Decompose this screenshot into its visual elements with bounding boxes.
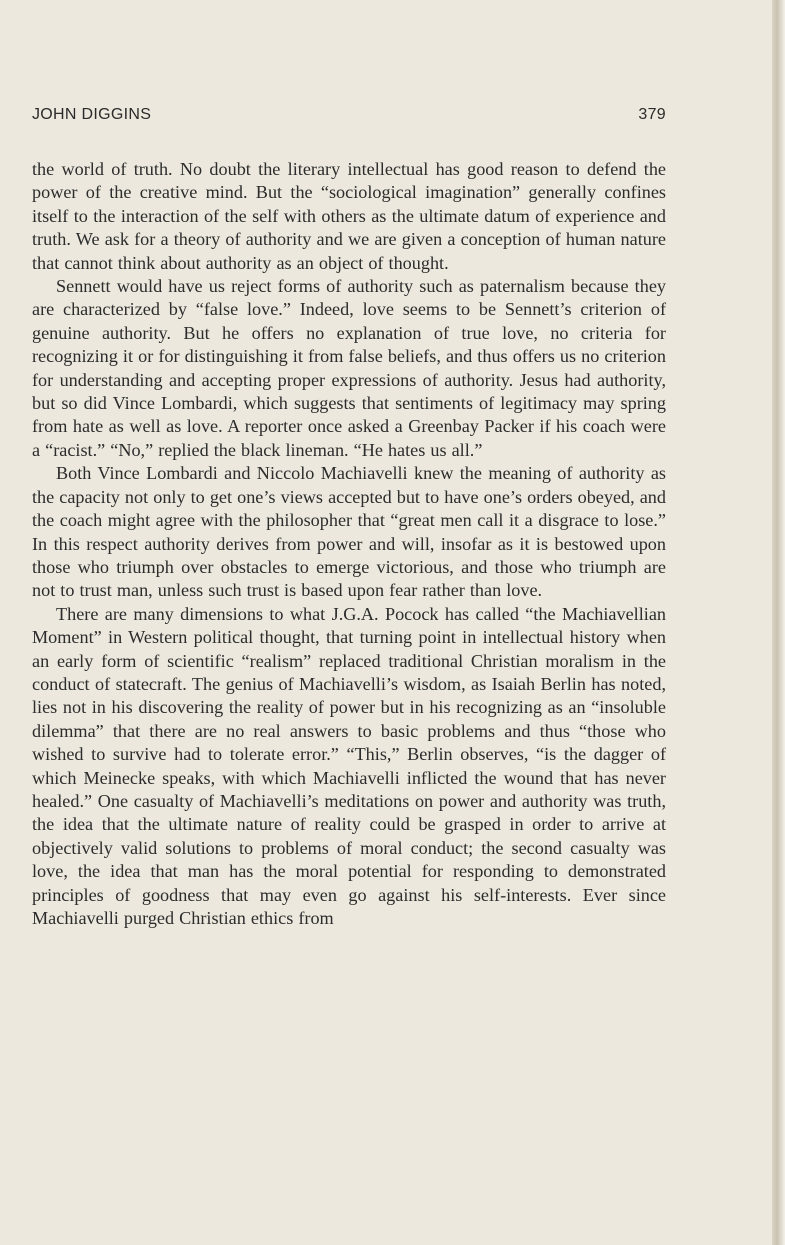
paragraph: the world of truth. No doubt the literary intellectual has good reason to defend the power of the creative mind. But the “sociological imagination” generally confines itself to the interaction of the self with others as the ultimate datum of experience and truth. We ask for a theory of authority and we are given a conception of human nature that cannot think about authority as an object of thought. bbox=[32, 159, 666, 273]
page-edge bbox=[772, 0, 785, 1245]
page-number: 379 bbox=[638, 106, 666, 123]
body-text bbox=[32, 158, 666, 930]
paragraph: There are many dimensions to what J.G.A. Pocock has called “the Machiavellian Moment” in Western political thought, that turning point in intellectual history when an early form of scientific “realism” replaced traditional Christian moralism in the conduct of statecraft. The genius of Machiavelli’s wisdom, as Isaiah Berlin has noted, lies not in his discovering the reality of power but in his recognizing as an “insoluble dilemma” that there are no real answers to basic problems and thus “those who wished to survive had to tolerate error.” “This,” Berlin observes, “is the dagger of which Meinecke speaks, with which Machiavelli inflicted the wound that has never healed.” One casualty of Machiavelli’s meditations on power and authority was truth, the idea that the ultimate nature of reality could be grasped in order to arrive at objectively valid solutions to problems of moral conduct; the second casualty was love, the idea that man has the moral potential for responding to demonstrated principles of goodness that may even go against his self-interests. Ever since Machiavelli purged Christian ethics from bbox=[32, 603, 666, 928]
paragraph: Both Vince Lombardi and Niccolo Machiavelli knew the meaning of authority as the capacity not only to get one’s views accepted but to have one’s orders obeyed, and the coach might agree with the philosopher that “great men call it a disgrace to lose.” In this respect authority derives from power and will, insofar as it is bestowed upon those who triumph over obstacles to emerge victorious, and those who triumph are not to trust man, unless such trust is based upon fear rather than love. bbox=[32, 463, 666, 601]
running-head: JOHN DIGGINS bbox=[32, 106, 152, 123]
page-header bbox=[32, 106, 666, 128]
paragraph: Sennett would have us reject forms of authority such as paternalism because they are characterized by “false love.” Indeed, love seems to be Sennett’s criterion of genuine authority. But he offers no explanation of true love, no criteria for recognizing it or for distinguishing it from false beliefs, and thus offers us no criterion for understanding and accepting proper expressions of authority. Jesus had authority, but so did Vince Lombardi, which suggests that sentiments of legitimacy may spring from hate as well as love. A reporter once asked a Greenbay Packer if his coach were a “racist.” “No,” replied the black lineman. “He hates us all.” bbox=[32, 276, 666, 460]
